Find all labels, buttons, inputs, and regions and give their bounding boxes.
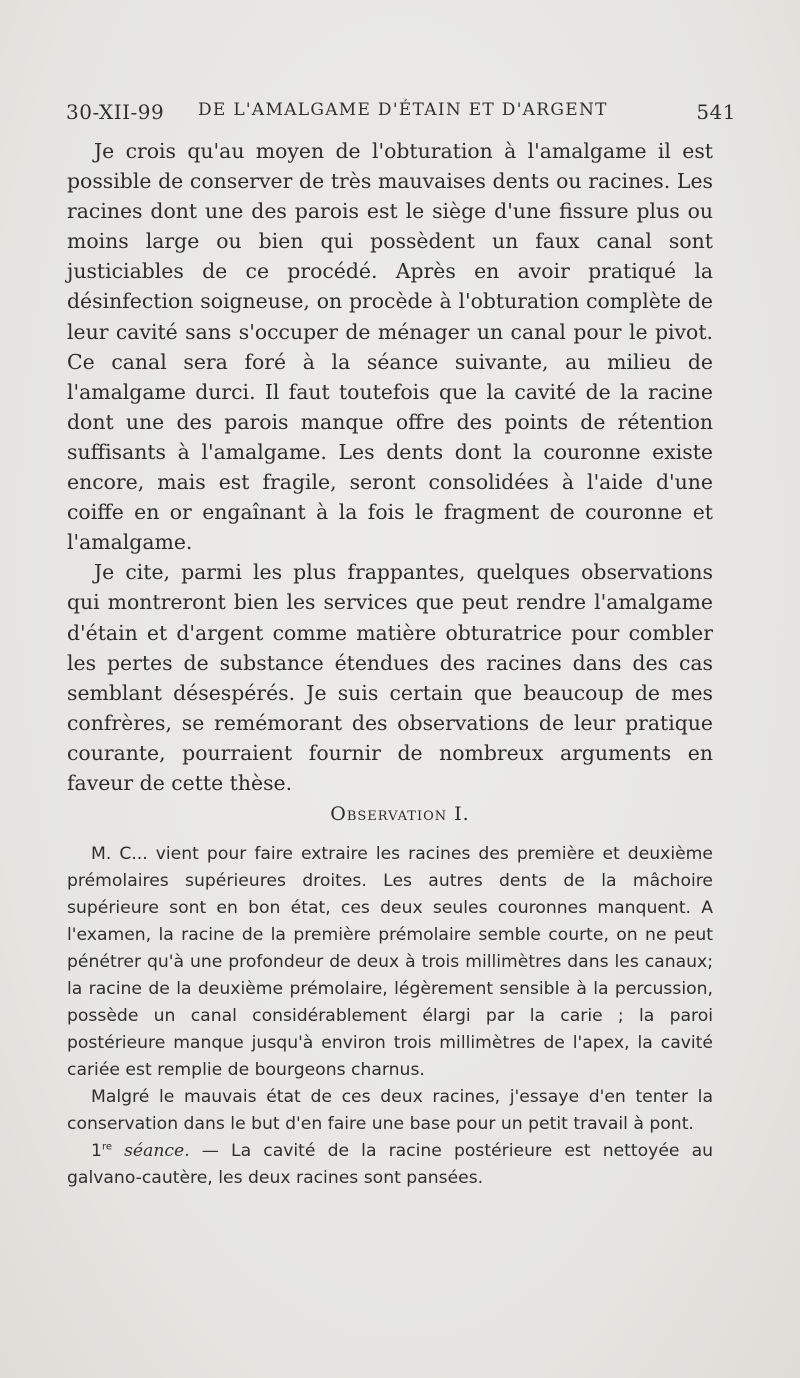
header-date: 30-XII-99 [66, 100, 165, 124]
seance-superscript: re [101, 1141, 112, 1153]
observation-paragraph: Malgré le mauvais état de ces deux racines, j'essaye d'en tenter la conservation dans le but d'en faire une base pour un petit travail à pont. [67, 1087, 713, 1134]
observation-paragraph: M. C... vient pour faire extraire les racines des première et deuxième prémolaires supérieures droites. Les autres dents de la mâchoire supérieure sont en bon état, ces deux seules couronnes manquent. A l'examen, la racine de la première prémolaire semble courte, on ne peut pénétrer qu'à une profondeur de deux à trois millimètres dans les canaux; la racine de la deuxième prémolaire, légèrement sensible à la percussion, possède un canal considérablement élargi par la carie ; la paroi postérieure manque jusqu'à environ trois millimètres de l'apex, la cavité cariée est remplie de bourgeons charnus. [67, 844, 713, 1080]
paragraph: Je cite, parmi les plus frappantes, quelques observations qui montreront bien les services que peut rendre l'amalgame d'étain et d'argent comme matière obturatrice pour combler les pertes de substance étendues des racines dans des cas semblant désespérés. Je suis certain que beaucoup de mes confrères, se remémorant des observations de leur pratique courante, pourraient fournir de nombreux arguments en faveur de cette thèse. [67, 560, 713, 795]
paragraph: Je crois qu'au moyen de l'obturation à l'amalgame il est possible de conserver de très mauvaises dents ou racines. Les racines dont une des parois est le siège d'une fissure plus ou moins large ou bien qui possèdent un faux canal sont justiciables de ce procédé. Après en avoir pratiqué la désinfection soigneuse, on procède à l'obturation complète de leur cavité sans s'occuper de ménager un canal pour le pivot. Ce canal sera foré à la séance suivante, au milieu de l'amalgame durci. Il faut toutefois que la cavité de la racine dont une des parois manque offre des points de rétention suffisants à l'amalgame. Les dents dont la couronne existe encore, mais est fragile, seront consolidées à l'aide d'une coiffe en or engaînant à la fois le fragment de couronne et l'amalgame. [67, 139, 713, 555]
observation-heading: Observation I. [330, 803, 470, 825]
header-title: DE L'AMALGAME D'ÉTAIN ET D'ARGENT [198, 100, 608, 120]
main-text [67, 136, 713, 798]
seance-text: — La cavité de la racine postérieure est nettoyée au galvano-cautère, les deux racines sont pansées. [67, 1141, 714, 1188]
seance-number: 1 [91, 1141, 102, 1161]
observation-text [67, 841, 713, 1192]
running-header [66, 100, 738, 132]
seance-label: séance. [124, 1141, 190, 1161]
page-number: 541 [696, 100, 736, 124]
seance-paragraph [67, 1138, 713, 1192]
